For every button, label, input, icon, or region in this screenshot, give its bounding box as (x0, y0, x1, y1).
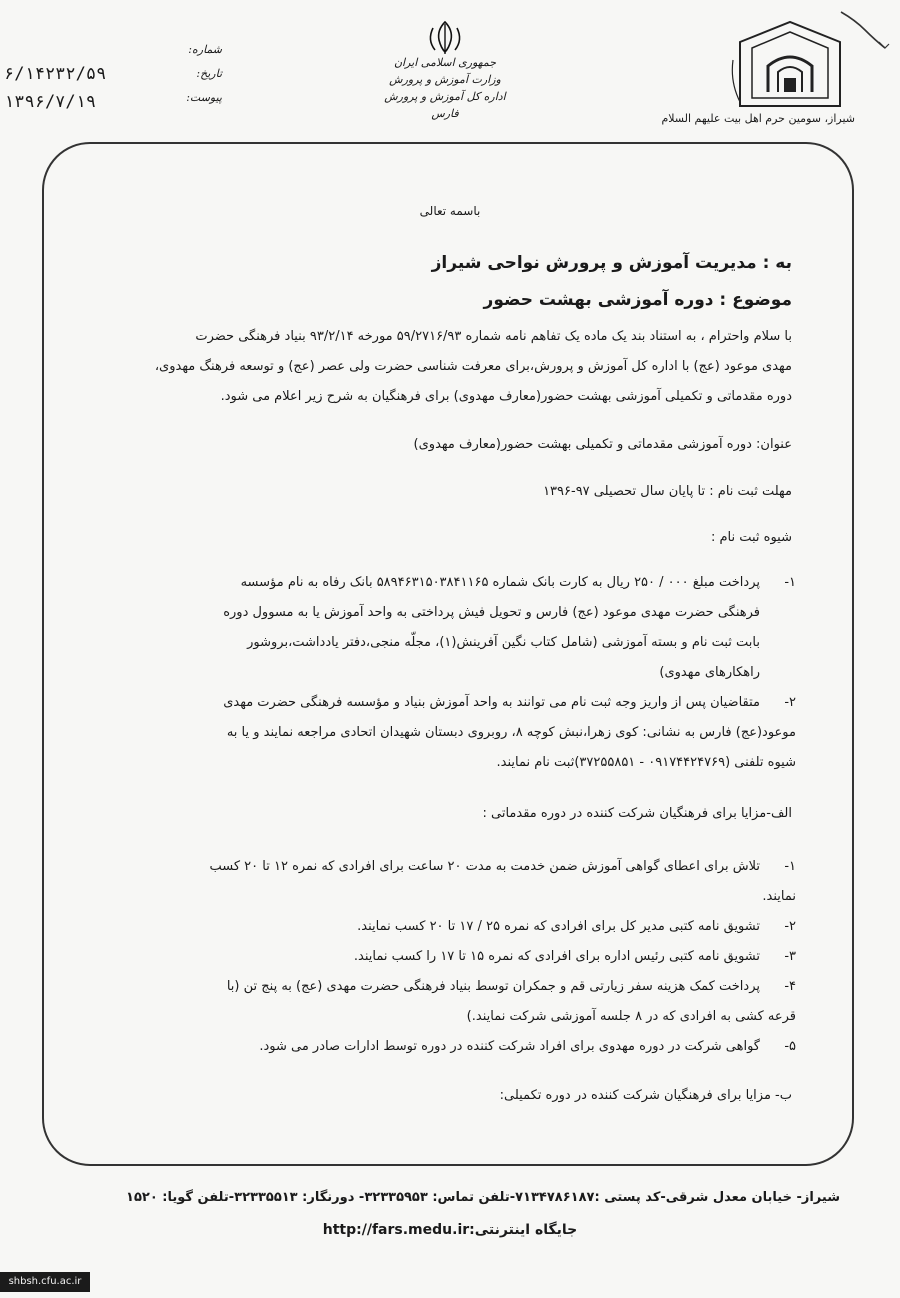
item-number: ۳- (784, 949, 796, 964)
attachment-label: پیوست: (186, 91, 222, 104)
letter-meta-labels (170, 38, 222, 110)
item-number: ۱- (784, 859, 796, 874)
item-number: ۲- (784, 695, 796, 710)
item-line: گواهی شرکت در دوره مهدوی برای افراد شرکت کننده در دوره توسط ادارات صادر می شود. (259, 1039, 760, 1054)
intro-line: با سلام واحترام ، به استناد بند یک ماده یک تفاهم نامه شماره ۵۹/۲۷۱۶/۹۳ مورخه ۹۳/۲/۱۴ بنیاد فرهنگی حضرت (195, 329, 792, 344)
benefit-item (88, 942, 796, 972)
item-line: پرداخت مبلغ ۰۰۰ / ۲۵۰ ریال به کارت بانک شماره ۵۸۹۴۶۳۱۵۰۳۸۴۱۱۶۵ بانک رفاه به نام مؤسسه (240, 575, 760, 590)
item-line: راهکارهای مهدوی) (659, 665, 760, 680)
intro-line: مهدی موعود (عج) با اداره کل آموزش و پرورش،برای معرفت شناسی حضرت ولی عصر (عج) و توسعه فرهنگ مهدوی، (154, 359, 792, 374)
item-line: شیوه تلفنی (۰۹۱۷۴۴۲۴۷۶۹ - ۳۷۲۵۵۸۵۱)ثبت نام نمایند. (496, 755, 796, 770)
benefits-advanced-heading: ب- مزایا برای فرهنگیان شرکت کننده در دوره تکمیلی: (499, 1088, 792, 1103)
benefit-item (88, 972, 796, 1032)
item-number: ۲- (784, 919, 796, 934)
ministry-line: اداره کل آموزش و پرورش فارس (384, 90, 506, 120)
bismillah: باسمه تعالی (419, 204, 481, 218)
organization-logo (730, 20, 850, 110)
ministry-heading (370, 54, 520, 122)
item-line: تشویق نامه کتبی رئیس اداره برای افرادی که نمره ۱۵ تا ۱۷ را کسب نمایند. (353, 949, 760, 964)
item-number: ۴- (784, 979, 796, 994)
footer-address: شیراز- خیابان معدل شرقی-کد پستی :۷۱۳۴۷۸۶۱۸۷-تلفن تماس: ۳۲۳۳۵۹۵۳- دورنگار: ۳۲۳۳۵۵۱۳-تلفن گویا: ۱۵۲۰ (126, 1190, 840, 1205)
item-line: قرعه کشی به افرادی که در ۸ جلسه آموزشی شرکت نمایند.) (466, 1009, 796, 1024)
item-number: ۵- (784, 1039, 796, 1054)
method-item (88, 688, 796, 778)
pen-stroke-icon (835, 0, 895, 60)
item-line: تشویق نامه کتبی مدیر کل برای افرادی که نمره ۲۵ / ۱۷ تا ۲۰ کسب نمایند. (357, 919, 760, 934)
item-line: بابت ثبت نام و بسته آموزشی (شامل کتاب نگین آفرینش(۱)، مجلّه منجی،دفتر یادداشت،بروشور (247, 635, 760, 650)
registration-deadline: مهلت ثبت نام : تا پایان سال تحصیلی ۹۷-۱۳۹۶ (543, 484, 792, 499)
ministry-line: جمهوری اسلامی ایران (393, 56, 497, 69)
item-line: موعود(عج) فارس به نشانی: کوی زهرا،نبش کوچه ۸، روبروی دبستان شهیدان اتحادی مراجعه نمایند و یا به (226, 725, 796, 740)
item-line: تلاش برای اعطای گواهی آموزش ضمن خدمت به مدت ۲۰ ساعت برای افرادی که نمره ۱۲ تا ۲۰ کسب (209, 859, 760, 874)
item-line: متقاضیان پس از واریز وجه ثبت نام می توانند به واحد آموزش بنیاد و مؤسسه فرهنگی حضرت مهدی (223, 695, 760, 710)
item-line: فرهنگی حضرت مهدی موعود (عج) فارس و تحویل فیش پرداختی به واحد آموزش یا به مسوول دوره (223, 605, 760, 620)
letter-subject: موضوع : دوره آموزشی بهشت حضور (483, 290, 792, 310)
organization-motto: شیراز، سومین حرم اهل بیت علیهم السلام (661, 112, 855, 125)
site-watermark-badge: shbsh.cfu.ac.ir (0, 1272, 90, 1292)
intro-paragraph (90, 322, 792, 412)
registration-method-heading: شیوه ثبت نام : (710, 530, 792, 545)
method-item (88, 568, 796, 688)
benefit-item (88, 912, 796, 942)
number-label: شماره: (188, 43, 222, 56)
ministry-line: وزارت آموزش و پرورش (389, 73, 501, 86)
item-number: ۱- (784, 575, 796, 590)
item-line: پرداخت کمک هزینه سفر زیارتی قم و جمکران توسط بنیاد فرهنگی حضرت مهدی (عج) به پنج تن (با (226, 979, 760, 994)
footer-website[interactable]: جایگاه اینترنتی:http://fars.medu.ir (322, 1222, 578, 1238)
letter-meta-values (4, 60, 154, 116)
intro-line: دوره مقدماتی و تکمیلی آموزشی بهشت حضور(معارف مهدوی) برای فرهنگیان به شرح زیر اعلام می شود. (220, 389, 792, 404)
letter-date: ۱۳۹۶/۷/۱۹ (4, 92, 97, 112)
letter-recipient: به : مدیریت آموزش و پرورش نواحی شیراز (431, 253, 792, 273)
date-label: تاریخ: (196, 67, 222, 80)
letter-number: ۶/۱۴۲۳۲/۵۹ (4, 64, 107, 84)
benefit-item (88, 852, 796, 912)
course-title: عنوان: دوره آموزشی مقدماتی و تکمیلی بهشت حضور(معارف مهدوی) (413, 437, 792, 452)
item-line: نمایند. (762, 889, 796, 904)
benefits-basic-heading: الف-مزایا برای فرهنگیان شرکت کننده در دوره مقدماتی : (482, 806, 792, 821)
iran-emblem-icon (425, 20, 465, 56)
benefit-item (88, 1032, 796, 1062)
